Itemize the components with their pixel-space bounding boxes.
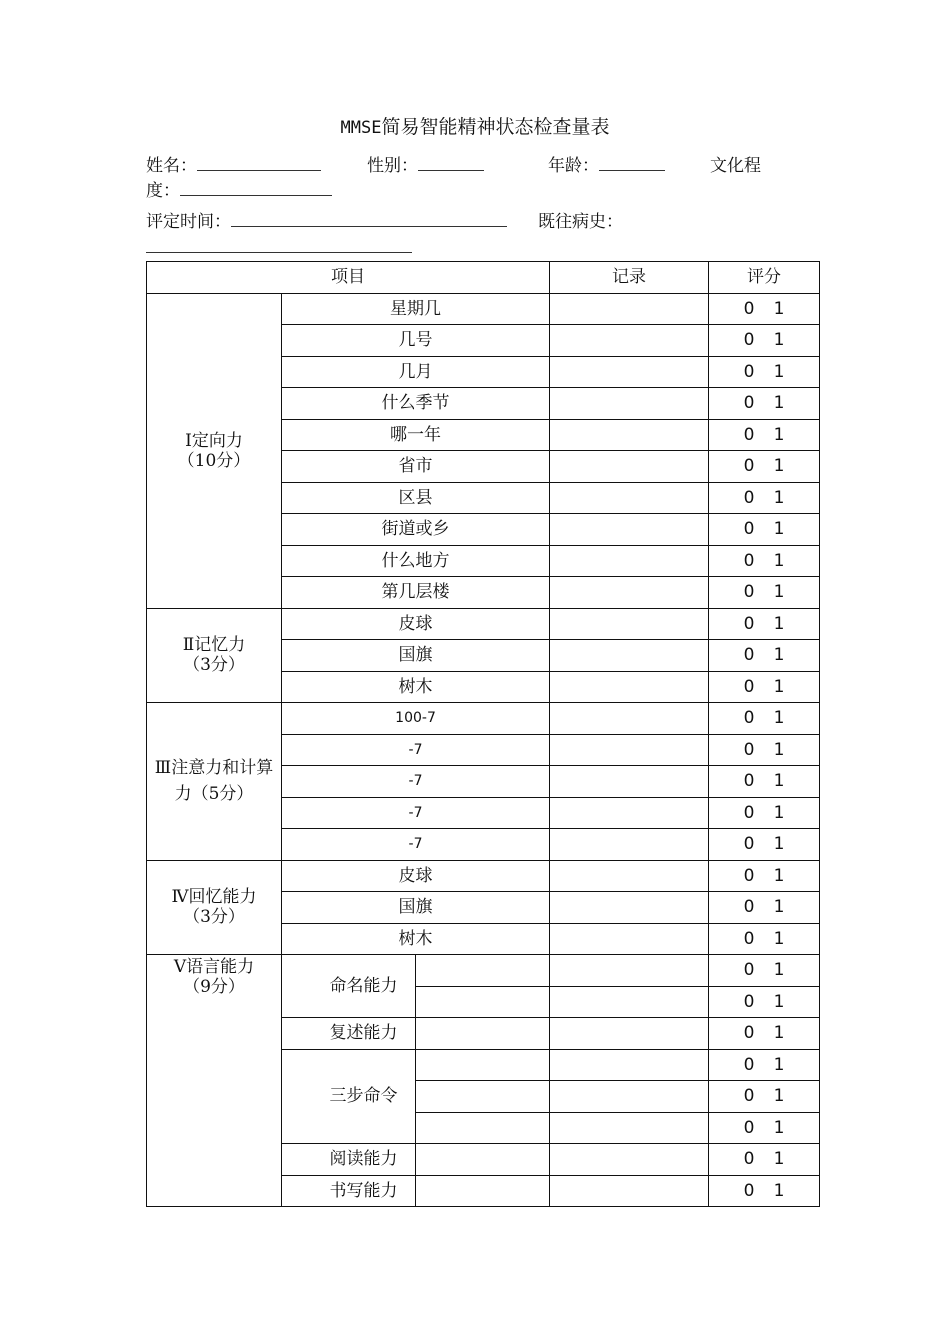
score-cell[interactable]	[709, 577, 820, 609]
record-cell[interactable]	[550, 325, 709, 357]
score-one[interactable]: 1	[773, 739, 785, 760]
record-cell[interactable]	[550, 545, 709, 577]
table-row	[147, 703, 820, 735]
education-label-1: 文化程	[710, 156, 761, 176]
score-one[interactable]: 1	[773, 550, 785, 571]
table-row	[147, 955, 820, 987]
record-cell[interactable]	[550, 923, 709, 955]
record-cell[interactable]	[550, 1175, 709, 1207]
item-label: 区县	[282, 482, 550, 514]
score-one[interactable]: 1	[773, 771, 785, 792]
score-cell[interactable]	[709, 1049, 820, 1081]
score-one[interactable]: 1	[773, 1180, 785, 1201]
item-label: -7	[282, 797, 550, 829]
score-zero[interactable]: 0	[743, 645, 755, 666]
section-name: Ⅲ注意力和计算	[154, 758, 274, 779]
detail-cell[interactable]	[416, 986, 550, 1018]
record-cell[interactable]	[550, 577, 709, 609]
record-cell[interactable]	[550, 955, 709, 987]
score-zero[interactable]: 0	[743, 1117, 755, 1138]
item-label: 国旗	[282, 892, 550, 924]
item-label: 哪一年	[282, 419, 550, 451]
score-zero[interactable]: 0	[743, 771, 755, 792]
score-one[interactable]: 1	[773, 613, 785, 634]
section-attention	[147, 703, 282, 861]
score-cell[interactable]	[709, 640, 820, 672]
score-one[interactable]: 1	[773, 487, 785, 508]
score-cell[interactable]	[709, 482, 820, 514]
score-cell[interactable]	[709, 545, 820, 577]
item-label: 皮球	[282, 608, 550, 640]
item-label: 省市	[282, 451, 550, 483]
score-one[interactable]: 1	[773, 393, 785, 414]
score-zero[interactable]: 0	[743, 834, 755, 855]
score-one[interactable]: 1	[773, 1023, 785, 1044]
record-cell[interactable]	[550, 1049, 709, 1081]
record-cell[interactable]	[550, 766, 709, 798]
eval-time-label: 评定时间：	[146, 212, 231, 232]
record-cell[interactable]	[550, 388, 709, 420]
score-one[interactable]: 1	[773, 897, 785, 918]
record-cell[interactable]	[550, 703, 709, 735]
score-zero[interactable]: 0	[743, 550, 755, 571]
record-cell[interactable]	[550, 671, 709, 703]
score-one[interactable]: 1	[773, 802, 785, 823]
record-cell[interactable]	[550, 419, 709, 451]
item-label: 什么地方	[282, 545, 550, 577]
detail-cell[interactable]	[416, 1112, 550, 1144]
header-item: 项目	[147, 262, 550, 294]
section-points: （3分）	[183, 655, 245, 676]
record-cell[interactable]	[550, 514, 709, 546]
age-blank[interactable]	[599, 156, 665, 171]
score-cell[interactable]	[709, 419, 820, 451]
score-cell[interactable]	[709, 766, 820, 798]
age-field[interactable]	[548, 151, 665, 176]
history-label: 既往病史：	[538, 212, 623, 232]
score-zero[interactable]: 0	[743, 487, 755, 508]
score-cell[interactable]	[709, 703, 820, 735]
score-one[interactable]: 1	[773, 865, 785, 886]
title-latin: MMSE	[340, 118, 382, 138]
item-label: -7	[282, 734, 550, 766]
table-row	[147, 608, 820, 640]
score-zero[interactable]: 0	[743, 613, 755, 634]
sub-writing: 书写能力	[282, 1175, 416, 1207]
score-cell[interactable]	[709, 293, 820, 325]
score-one[interactable]: 1	[773, 928, 785, 949]
score-cell[interactable]	[709, 1175, 820, 1207]
score-cell[interactable]	[709, 1112, 820, 1144]
record-cell[interactable]	[550, 482, 709, 514]
score-cell[interactable]	[709, 986, 820, 1018]
score-one[interactable]: 1	[773, 1054, 785, 1075]
score-zero[interactable]: 0	[743, 708, 755, 729]
section-name: Ⅰ定向力	[185, 430, 243, 451]
score-one[interactable]: 1	[773, 960, 785, 981]
header-score: 评分	[709, 262, 820, 294]
detail-cell[interactable]	[416, 1018, 550, 1050]
score-one[interactable]: 1	[773, 361, 785, 382]
name-field[interactable]	[146, 151, 321, 176]
record-cell[interactable]	[550, 734, 709, 766]
score-cell[interactable]	[709, 325, 820, 357]
record-cell[interactable]	[550, 829, 709, 861]
title-cjk: 简易智能精神状态检查量表	[381, 116, 610, 138]
record-cell[interactable]	[550, 860, 709, 892]
section-memory	[147, 608, 282, 703]
score-one[interactable]: 1	[773, 645, 785, 666]
record-cell[interactable]	[550, 1144, 709, 1176]
score-one[interactable]: 1	[773, 1117, 785, 1138]
name-blank[interactable]	[197, 156, 321, 171]
score-zero[interactable]: 0	[743, 928, 755, 949]
header-row	[147, 262, 820, 294]
record-cell[interactable]	[550, 608, 709, 640]
table-row	[147, 860, 820, 892]
mmse-table	[146, 261, 820, 1207]
score-one[interactable]: 1	[773, 676, 785, 697]
score-one[interactable]: 1	[773, 834, 785, 855]
score-cell[interactable]	[709, 955, 820, 987]
gender-field[interactable]	[367, 151, 484, 176]
score-zero[interactable]: 0	[743, 298, 755, 319]
score-zero[interactable]: 0	[743, 582, 755, 603]
gender-label: 性别：	[367, 156, 418, 176]
detail-cell[interactable]	[416, 1081, 550, 1113]
score-one[interactable]: 1	[773, 519, 785, 540]
score-cell[interactable]	[709, 1081, 820, 1113]
score-zero[interactable]: 0	[743, 1086, 755, 1107]
score-zero[interactable]: 0	[743, 991, 755, 1012]
section-orientation	[147, 293, 282, 608]
item-label: 树木	[282, 671, 550, 703]
score-zero[interactable]: 0	[743, 519, 755, 540]
score-zero[interactable]: 0	[743, 330, 755, 351]
sub-naming: 命名能力	[282, 955, 416, 1018]
age-label: 年龄：	[548, 156, 599, 176]
item-label: 几号	[282, 325, 550, 357]
score-one[interactable]: 1	[773, 298, 785, 319]
detail-cell[interactable]	[416, 955, 550, 987]
record-cell[interactable]	[550, 1081, 709, 1113]
detail-cell[interactable]	[416, 1144, 550, 1176]
score-zero[interactable]: 0	[743, 960, 755, 981]
item-label: -7	[282, 829, 550, 861]
record-cell[interactable]	[550, 356, 709, 388]
history-blank[interactable]	[146, 238, 412, 253]
section-name: Ⅳ回忆能力	[171, 887, 257, 908]
score-zero[interactable]: 0	[743, 1054, 755, 1075]
education-label-2: 度：	[146, 181, 180, 201]
score-cell[interactable]	[709, 734, 820, 766]
score-cell[interactable]	[709, 514, 820, 546]
score-zero[interactable]: 0	[743, 456, 755, 477]
score-one[interactable]: 1	[773, 424, 785, 445]
score-one[interactable]: 1	[773, 330, 785, 351]
record-cell[interactable]	[550, 797, 709, 829]
item-label: 什么季节	[282, 388, 550, 420]
section-name: Ⅴ语言能力	[173, 957, 255, 977]
record-cell[interactable]	[550, 892, 709, 924]
score-zero[interactable]: 0	[743, 802, 755, 823]
score-cell[interactable]	[709, 608, 820, 640]
item-label: 树木	[282, 923, 550, 955]
score-one[interactable]: 1	[773, 991, 785, 1012]
score-zero[interactable]: 0	[743, 739, 755, 760]
table-row	[147, 293, 820, 325]
score-zero[interactable]: 0	[743, 865, 755, 886]
education-field[interactable]	[146, 176, 332, 201]
detail-cell[interactable]	[416, 1049, 550, 1081]
item-label: 国旗	[282, 640, 550, 672]
score-cell[interactable]	[709, 356, 820, 388]
section-points: （3分）	[183, 907, 245, 928]
score-cell[interactable]	[709, 829, 820, 861]
score-zero[interactable]: 0	[743, 676, 755, 697]
record-cell[interactable]	[550, 293, 709, 325]
score-cell[interactable]	[709, 892, 820, 924]
sub-three-step: 三步命令	[282, 1049, 416, 1144]
name-label: 姓名：	[146, 156, 197, 176]
eval-time-blank[interactable]	[231, 212, 507, 227]
score-zero[interactable]: 0	[743, 424, 755, 445]
eval-time-field[interactable]	[146, 207, 507, 232]
section-points: 力（5分）	[174, 784, 254, 805]
score-cell[interactable]	[709, 451, 820, 483]
score-cell[interactable]	[709, 388, 820, 420]
item-label: 100-7	[282, 703, 550, 735]
record-cell[interactable]	[550, 986, 709, 1018]
score-one[interactable]: 1	[773, 708, 785, 729]
record-cell[interactable]	[550, 1112, 709, 1144]
score-cell[interactable]	[709, 1144, 820, 1176]
score-one[interactable]: 1	[773, 1086, 785, 1107]
score-cell[interactable]	[709, 923, 820, 955]
item-label: 街道或乡	[282, 514, 550, 546]
score-cell[interactable]	[709, 671, 820, 703]
record-cell[interactable]	[550, 640, 709, 672]
item-label: 几月	[282, 356, 550, 388]
education-blank[interactable]	[180, 181, 332, 196]
gender-blank[interactable]	[418, 156, 484, 171]
score-cell[interactable]	[709, 860, 820, 892]
section-points: （9分）	[183, 977, 245, 997]
score-zero[interactable]: 0	[743, 361, 755, 382]
header-record: 记录	[550, 262, 709, 294]
record-cell[interactable]	[550, 1018, 709, 1050]
score-zero[interactable]: 0	[743, 1149, 755, 1170]
detail-cell[interactable]	[416, 1175, 550, 1207]
section-language	[147, 955, 282, 1207]
sub-reading: 阅读能力	[282, 1144, 416, 1176]
record-cell[interactable]	[550, 451, 709, 483]
score-one[interactable]: 1	[773, 1149, 785, 1170]
item-label: 皮球	[282, 860, 550, 892]
page-title	[0, 112, 950, 139]
score-zero[interactable]: 0	[743, 1180, 755, 1201]
score-zero[interactable]: 0	[743, 393, 755, 414]
section-name: Ⅱ记忆力	[182, 635, 246, 656]
score-zero[interactable]: 0	[743, 897, 755, 918]
score-one[interactable]: 1	[773, 456, 785, 477]
score-cell[interactable]	[709, 1018, 820, 1050]
item-label: 星期几	[282, 293, 550, 325]
section-recall	[147, 860, 282, 955]
section-points: （10分）	[177, 450, 251, 471]
sub-repetition: 复述能力	[282, 1018, 416, 1050]
score-one[interactable]: 1	[773, 582, 785, 603]
score-zero[interactable]: 0	[743, 1023, 755, 1044]
item-label: 第几层楼	[282, 577, 550, 609]
item-label: -7	[282, 766, 550, 798]
score-cell[interactable]	[709, 797, 820, 829]
